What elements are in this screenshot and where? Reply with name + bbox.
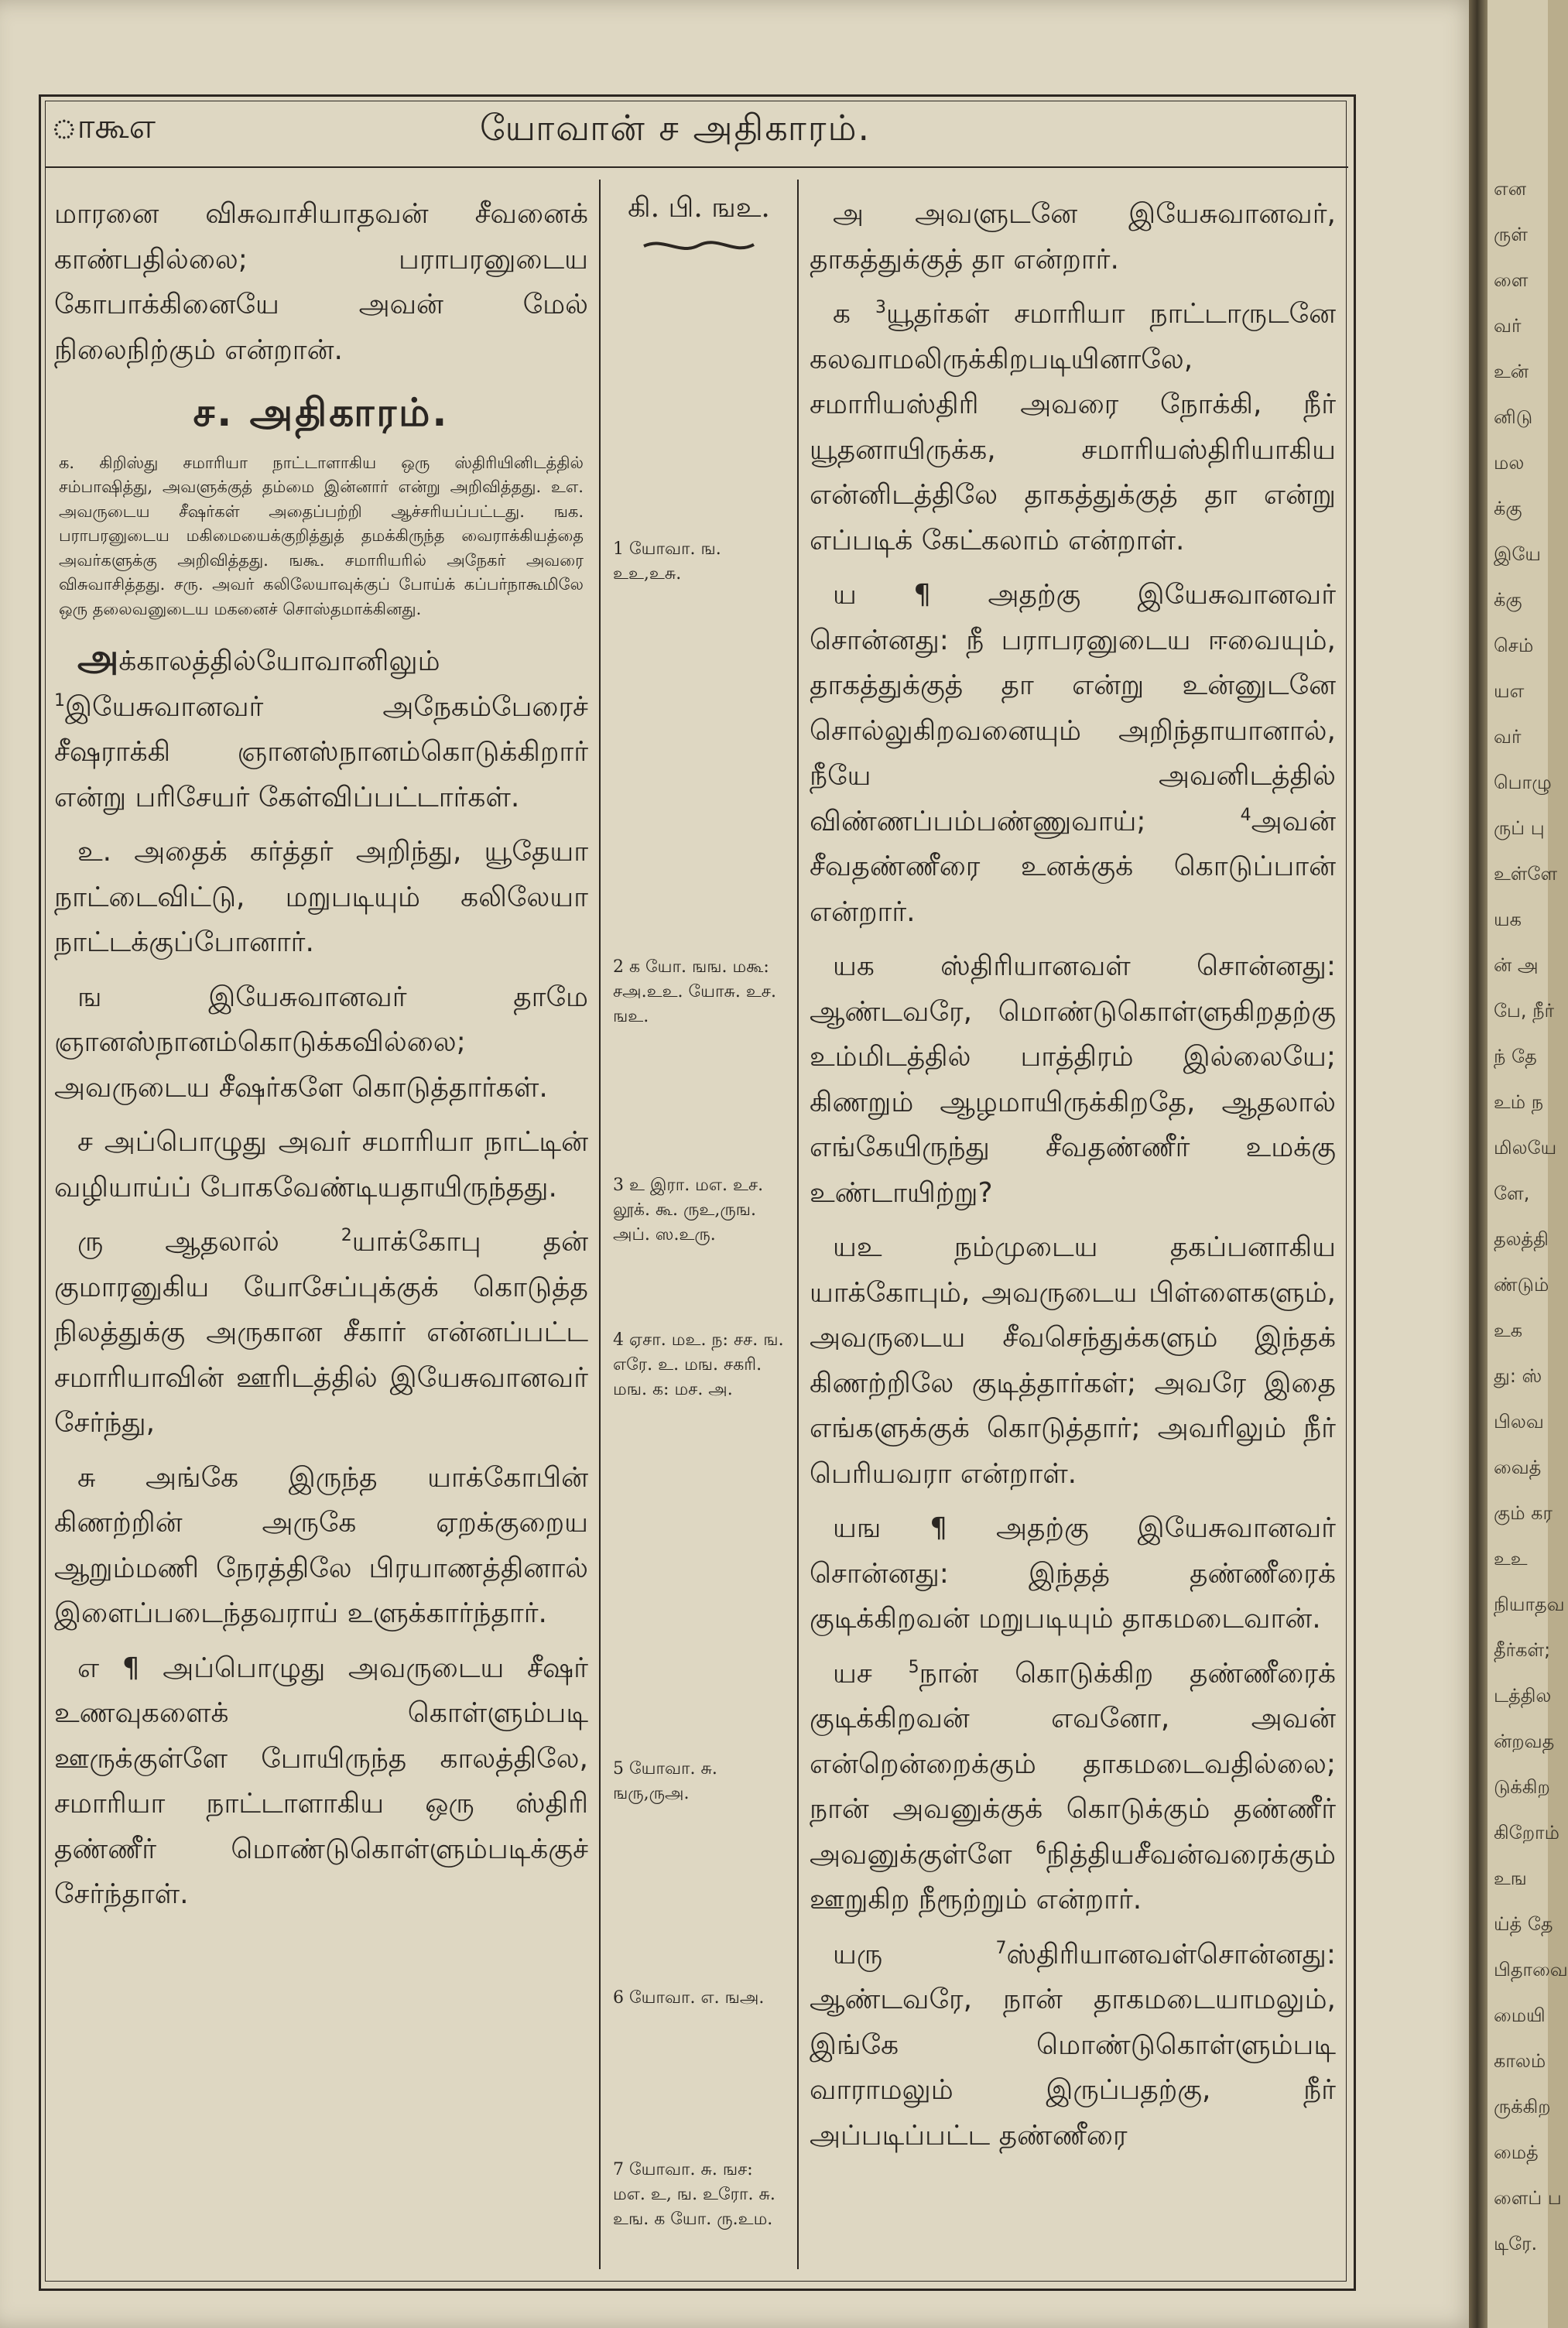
verse: [54, 1120, 588, 1210]
verse-text: யாக்கோபு தன் குமாரனுகிய யோசேப்புக்குக் கொடுத்த நிலத்துக்கு அருகான சீகார் என்னப்பட்ட சமாரியாவின் ஊரிடத்தில் இயேசுவானவர் சேர்ந்து,: [54, 1226, 588, 1439]
facing-page-text: து: ஸ்: [1494, 1365, 1542, 1387]
verse: [810, 1225, 1336, 1497]
header-rule: [45, 166, 1348, 168]
running-title: யோவான் ச அதிகாரம்.: [480, 107, 871, 149]
verse-text: ங இயேசுவானவர் தாமே ஞானஸ்நானம்கொடுக்கவில்லை; அவருடைய சீஷர்களே கொடுத்தார்கள்.: [54, 981, 588, 1104]
facing-page-text: நியாதவ: [1494, 1594, 1565, 1615]
right-text-column: [810, 192, 1336, 2168]
verse-text: உ. அதைக் கர்த்தர் அறிந்து, யூதேயா நாட்டைவிட்டு, மறுபடியும் கலிலேயா நாட்டக்குப்போனார்.: [54, 836, 588, 958]
cross-reference: 7 யோவா. சு. ஙச: மஎ. உ, ங. உரோ. சு. உங. க யோ. ரு.உம.: [613, 2160, 775, 2229]
facing-page-text: க்கு: [1494, 589, 1522, 611]
page-number: ாகூஎ: [51, 107, 156, 146]
facing-page-text: மல: [1494, 452, 1525, 474]
facing-page-text: கிறோம்: [1494, 1822, 1559, 1844]
verse-text: ச அப்பொழுது அவர் சமாரியா நாட்டின் வழியாய்ப் போகவேண்டியதாயிருந்தது.: [54, 1126, 588, 1203]
verse-text: யங ¶ அதற்கு இயேசுவானவர் சொன்னது: இந்தத் தண்ணீரைக் குடிக்கிறவன் மறுபடியும் தாகமடைவான்.: [810, 1512, 1336, 1635]
facing-page-text: கும் கர: [1494, 1502, 1553, 1524]
facing-page-text: என: [1494, 178, 1526, 200]
facing-page-text: பிலவ: [1494, 1411, 1544, 1433]
verse-text: யூதர்கள் சமாரியா நாட்டாருடனே கலவாமலிருக்கிறபடியினாலே, சமாரியஸ்திரி அவரை நோக்கி, நீர் யூதனாயிருக்க, சமாரியஸ்திரியாகிய என்னிடத்திலே தாகத்துக்குத் தா என்று எப்படிக் கேட்கலாம் என்றாள்.: [810, 298, 1336, 556]
verse: [810, 573, 1336, 935]
verse-text: யரு: [833, 1938, 996, 1970]
verse-text: யக ஸ்திரியானவள் சொன்னது: ஆண்டவரே, மொண்டுகொள்ளுகிறதற்கு உம்மிடத்தில் பாத்திரம் இல்லையே; கிணறும் ஆழமாயிருக்கிறதே, ஆதலால் எங்கேயிருந்து சீவதண்ணீர் உமக்கு உண்டாயிற்று?: [810, 950, 1336, 1209]
reference-marker: 7: [995, 1938, 1007, 1958]
facing-page-text: க்கு: [1494, 498, 1522, 519]
reference-marker: 4: [1240, 805, 1251, 825]
cross-reference: 2 க யோ. ஙங. மகூ: சஅ.உஉ. யோசு. உச. ஙஉ.: [613, 957, 776, 1026]
verse-text: எ ¶ அப்பொழுது அவருடைய சீஷர் உணவுகளைக் கொள்ளும்படி ஊருக்குள்ளே போயிருந்த காலத்திலே, சமாரியா நாட்டாளாகிய ஒரு ஸ்திரி தண்ணீர் மொண்டுகொள்ளும்படிக்குச் சேர்ந்தாள்.: [54, 1652, 588, 1910]
facing-page-text: டிரே.: [1494, 2233, 1538, 2254]
verse: [810, 1506, 1336, 1642]
reference-marker: 1: [54, 690, 65, 710]
flourish-ornament: [641, 232, 757, 258]
facing-page-text: ளே,: [1494, 1183, 1530, 1204]
verse-text: க: [833, 298, 875, 330]
facing-page-text: பொழு: [1494, 772, 1552, 793]
facing-page-text: உள்ளே: [1494, 863, 1558, 885]
verse-list: [810, 192, 1336, 2159]
verse: [810, 192, 1336, 282]
facing-page-text: டுக்கிற: [1494, 1776, 1550, 1798]
verse-text: சு அங்கே இருந்த யாக்கோபின் கிணற்றின் அருகே ஏறக்குறைய ஆறும்மணி நேரத்திலே பிரயாணத்தினால் இளைப்படைந்தவராய் உளுக்கார்ந்தார்.: [54, 1461, 588, 1629]
verse-text: அக்காலத்தில்யோவானிலும்: [77, 636, 440, 680]
facing-page-text: உக: [1494, 1320, 1523, 1341]
cross-reference: 6 யோவா. எ. ஙஅ.: [613, 1988, 765, 2008]
verse-list: [54, 635, 588, 1918]
facing-page-text: தீர்கள்;: [1494, 1639, 1551, 1661]
facing-page-text: ருப் பு: [1494, 817, 1545, 839]
facing-page-text: மைத்: [1494, 2141, 1539, 2163]
reference-marker: 5: [908, 1657, 919, 1677]
facing-page-text: னிடு: [1494, 406, 1533, 428]
reference-marker: 2: [341, 1226, 352, 1245]
verse: [810, 1652, 1336, 1923]
chapter-heading: ச. அதிகாரம்.: [193, 390, 450, 435]
facing-page-text: உம் ந: [1494, 1091, 1544, 1113]
facing-page-text: காலம்: [1494, 2050, 1546, 2072]
facing-page-text: உஉ: [1494, 1548, 1528, 1570]
verse-continuation: மாரனை விசுவாசியாதவன் சீவனைக் காண்பதில்லை; பராபரனுடைய கோபாக்கினையே அவன் மேல் நிலைநிற்கும் என்றான்.: [54, 198, 588, 366]
facing-page-text: ந் தே: [1494, 1046, 1537, 1067]
facing-page-text: வைத்: [1494, 1457, 1542, 1478]
reference-marker: 3: [875, 298, 886, 317]
verse-text: நித்தியசீவன்வரைக்கும் ஊறுகிற நீரூற்றும் என்றார்.: [810, 1838, 1336, 1915]
verse-text: நான் கொடுக்கிற தண்ணீரைக் குடிக்கிறவன் எவனோ, அவன் என்றென்றைக்கும் தாகமடைவதில்லை; நான் அவனுக்குக் கொடுக்கும் தண்ணீர் அவனுக்குள்ளே: [810, 1657, 1336, 1871]
facing-page-text: தலத்தி: [1494, 1228, 1549, 1250]
facing-page-text: ளைப் ப: [1494, 2187, 1562, 2209]
verse: [54, 830, 588, 966]
facing-page-text: ன் அ: [1494, 954, 1539, 976]
left-text-column: [54, 192, 588, 1927]
cross-reference: 1 யோவா. ங. உஉ,உசு.: [613, 539, 721, 584]
verse-text: யஉ நம்முடைய தகப்பனாகிய யாக்கோபும், அவருடைய பிள்ளைகளும், அவருடைய சீவசெந்துக்களும் இந்தக் கிணற்றிலே குடித்தார்கள்; அவரே இதை எங்களுக்குக் கொடுத்தார்; அவரிலும் நீர் பெரியவரா என்றாள்.: [810, 1231, 1336, 1490]
facing-page-text: டத்தில: [1494, 1685, 1552, 1707]
verse: [810, 944, 1336, 1216]
verse: [54, 1646, 588, 1918]
cross-reference-column: [607, 192, 791, 2229]
facing-page-text: ளை: [1494, 269, 1529, 291]
verse-text: யச: [833, 1657, 909, 1690]
chapter-summary: க. கிறிஸ்து சமாரியா நாட்டாளாகிய ஒரு ஸ்திரியினிடத்தில் சம்பாஷித்து, அவளுக்குத் தம்மை இன்னார் என்று அறிவித்தது. உஎ. அவருடைய சீஷர்கள் அதைப்பற்றி ஆச்சரியப்பட்டது. ஙக. பராபரனுடைய மகிமையைக்குறித்துத் தமக்கிருந்த வைராக்கியத்தை அவர்களுக்கு அறிவித்தது. ஙகூ. சமாரியரில் அநேகர் அவரை விசுவாசித்தது. சரு. அவர் கலிலேயாவுக்குப் போய்க் கப்பர்நாகூமிலே ஒரு தலைவனுடைய மகனைச் சொஸ்தமாக்கினது.: [59, 453, 584, 618]
column-divider-left: [599, 180, 601, 2269]
verse-text: இயேசுவானவர் அநேகம்பேரைச் சீஷராக்கி ஞானஸ்நானம்கொடுக்கிறார் என்று பரிசேயர் கேள்விப்பட்டார்கள்.: [54, 690, 588, 813]
verse-text: ய ¶ அதற்கு இயேசுவானவர் சொன்னது: நீ பராபரனுடைய ஈவையும், தாகத்துக்குத் தா என்று உன்னுடனே சொல்லுகிறவனையும் அறிந்தாயானால், நீயே அவனிடத்தில் விண்ணப்பம்பண்ணுவாய்;: [810, 579, 1336, 837]
facing-page-text: ண்டும்: [1494, 1274, 1549, 1296]
reference-marker: 6: [1036, 1838, 1047, 1858]
facing-page-text: யஎ: [1494, 680, 1525, 702]
facing-page-text: யக: [1494, 909, 1522, 930]
facing-page-text: பிதாவை: [1494, 1959, 1568, 1981]
facing-page-text: மிலயே: [1494, 1137, 1557, 1159]
verse: [54, 1456, 588, 1637]
verse: [54, 1220, 588, 1446]
cross-reference: 5 யோவா. சு. ஙரு,ருஅ.: [613, 1759, 717, 1803]
facing-page-text: மையி: [1494, 2004, 1546, 2026]
year-heading: கி. பி. ஙஉ.: [628, 192, 770, 224]
verse-text: ரு ஆதலால்: [77, 1226, 341, 1258]
facing-page-text: வர்: [1494, 726, 1522, 748]
facing-page-text: உங: [1494, 1868, 1527, 1889]
verse: [810, 292, 1336, 563]
book-binding: [1469, 0, 1488, 2328]
facing-page-text: செம்: [1494, 635, 1534, 656]
facing-page-text: வர்: [1494, 315, 1522, 337]
facing-page-text: ருள்: [1494, 224, 1528, 245]
verse-text: ஸ்திரியானவள்சொன்னது: ஆண்டவரே, நான் தாகமடையாமலும், இங்கே மொண்டுகொள்ளும்படி வாராமலும் இருப்பதற்கு, நீர் அப்படிப்பட்ட தண்ணீரை: [810, 1938, 1336, 2152]
facing-page-text: ருக்கிற: [1494, 2096, 1551, 2117]
verse: [54, 635, 588, 820]
facing-page-text: இயே: [1494, 543, 1541, 565]
verse: [54, 975, 588, 1111]
cross-reference: 3 உ இரா. மஎ. உச. லூக். கூ. ருஉ,ருங. அப். ஸ.உரு.: [613, 1176, 764, 1244]
facing-page-text: ன்றவத: [1494, 1731, 1555, 1752]
facing-page-text: பே, நீர்: [1494, 1000, 1555, 1022]
cross-reference: 4 ஏசா. மஉ. ந: சச. ங. எரே. உ. மங. சகரி. மங. க: மச. அ.: [613, 1330, 784, 1399]
verse: [810, 1933, 1336, 2159]
facing-page-text: ய்த் தே: [1494, 1913, 1553, 1935]
facing-page-edge: [1488, 0, 1568, 2328]
facing-page-text: உன்: [1494, 361, 1529, 382]
column-divider-right: [797, 180, 799, 2269]
verse-text: அவன் சீவதண்ணீரை உனக்குக் கொடுப்பான் என்றார்.: [810, 805, 1336, 928]
verse-text: அ அவளுடனே இயேசுவானவர், தாகத்துக்குத் தா என்றார்.: [810, 198, 1336, 276]
